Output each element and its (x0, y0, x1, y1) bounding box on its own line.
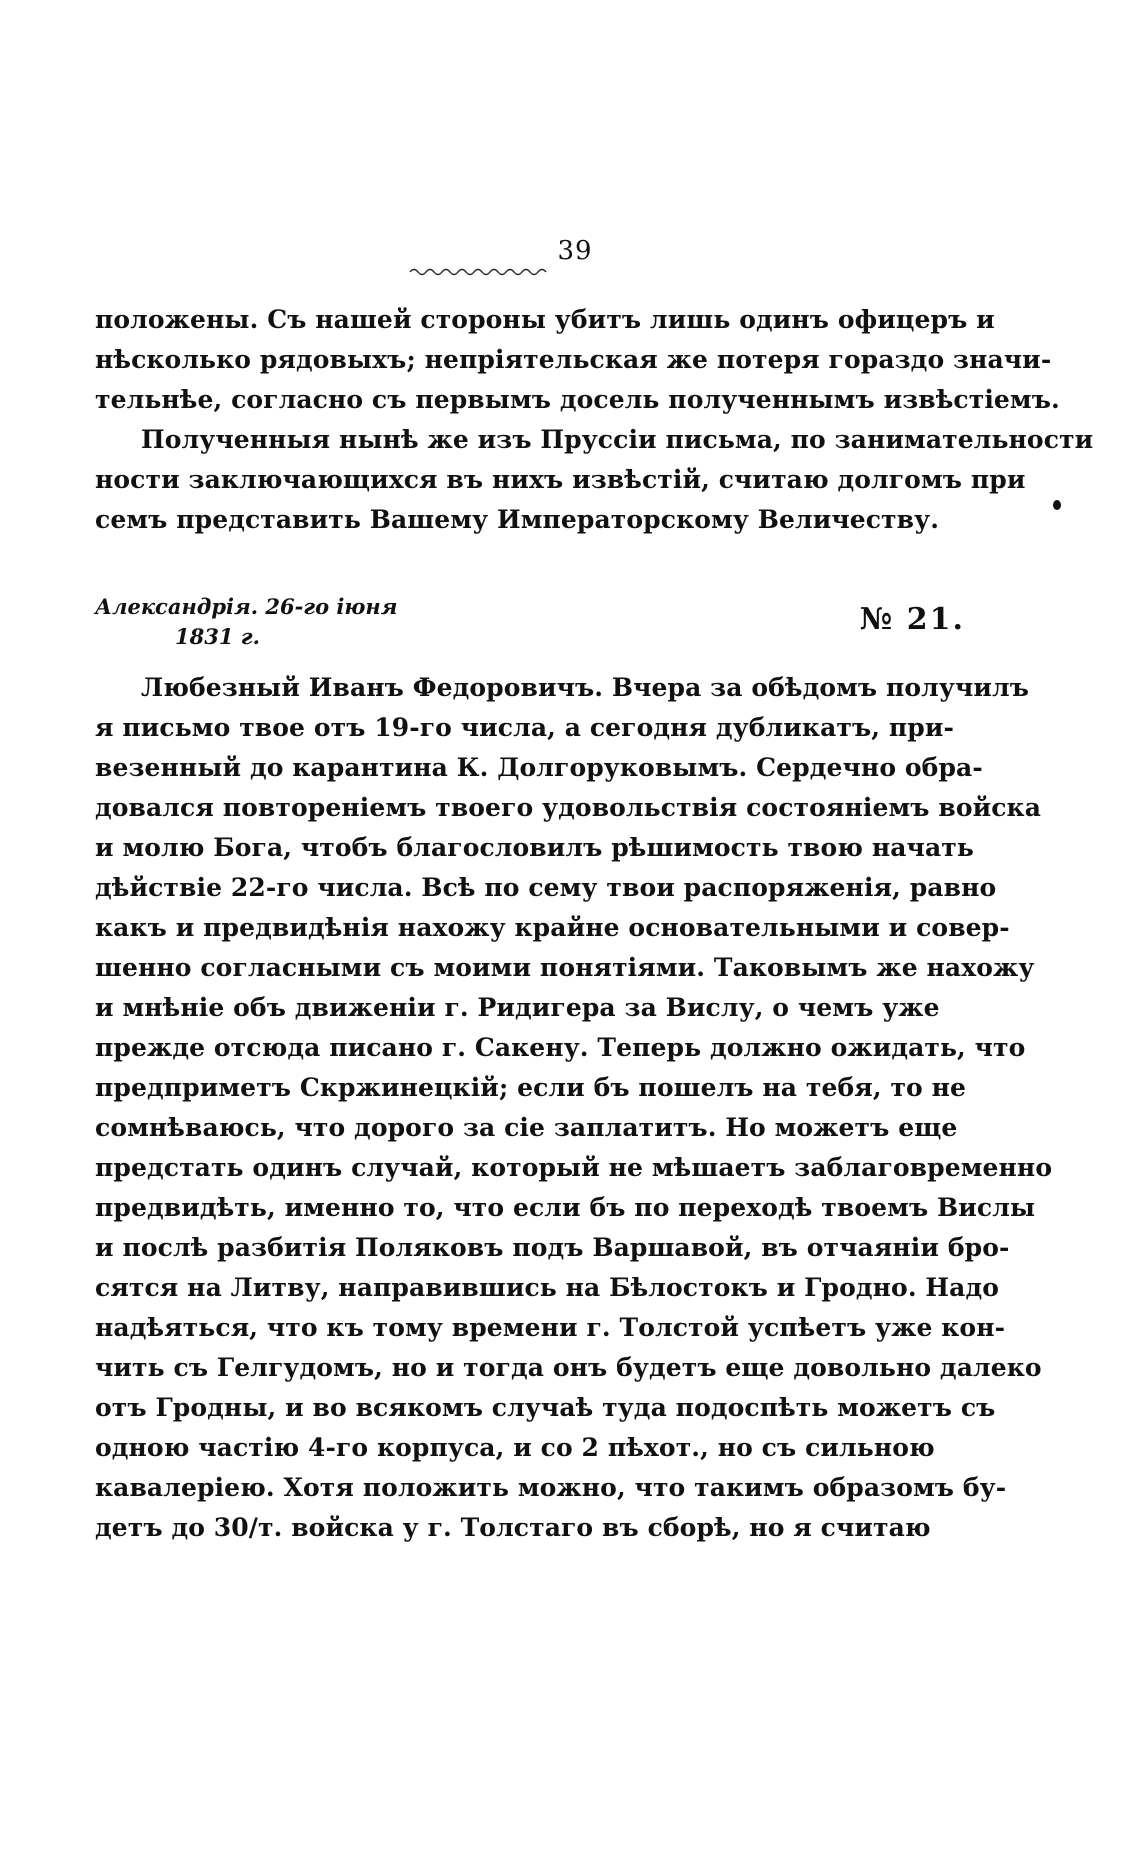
text-line: Любезный Иванъ Федоровичъ. Вчера за обѣдомъ получилъ (141, 673, 1030, 702)
text-line: нѣсколько рядовыхъ; непріятельская же потеря гораздо значи- (95, 345, 1052, 374)
text-line: семъ представить Вашему Императорскому Величеству. (95, 505, 940, 534)
text-line: я письмо твое отъ 19-го числа, а сегодня дубликатъ, при- (95, 713, 954, 742)
text-line: одною частію 4-го корпуса, и со 2 пѣхот., но съ сильною (95, 1433, 935, 1462)
text-line: ности заключающихся въ нихъ извѣстій, считаю долгомъ при (95, 465, 1026, 494)
text-line: предприметъ Скржинецкій; если бъ пошелъ на тебя, то не (95, 1073, 967, 1102)
margin-dot (1053, 500, 1061, 510)
text-line: и послѣ разбитія Поляковъ подъ Варшавой, въ отчаяніи бро- (95, 1233, 1010, 1262)
document-number: № 21. (859, 602, 965, 637)
text-line: кавалеріею. Хотя положить можно, что такимъ образомъ бу- (95, 1473, 1007, 1502)
text-line: положены. Съ нашей стороны убитъ лишь одинъ офицеръ и (95, 305, 995, 334)
text-line: довался повтореніемъ твоего удовольствія состояніемъ войска (95, 793, 1042, 822)
page-number (0, 236, 1140, 266)
text-line: шенно согласными съ моими понятіями. Таковымъ же нахожу (95, 953, 1035, 982)
text-line: прежде отсюда писано г. Сакену. Теперь должно ожидать, что (95, 1033, 1026, 1062)
text-line: сятся на Литву, направившись на Бѣлостокъ и Гродно. Надо (95, 1273, 999, 1302)
top-paragraph (95, 300, 1094, 540)
letter-body (95, 668, 1053, 1548)
text-line: сомнѣваюсь, что дорого за сіе заплатитъ. Но можетъ еще (95, 1113, 958, 1142)
text-line: дѣйствіе 22-го числа. Всѣ по сему твои распоряженія, равно (95, 873, 997, 902)
text-line: предвидѣть, именно то, что если бъ по переходѣ твоемъ Вислы (95, 1193, 1036, 1222)
ornamental-wave-rule (408, 266, 548, 276)
place-date-text: Александрія. 26-го іюня (95, 594, 398, 619)
text-line: Полученныя нынѣ же изъ Пруссіи письма, по занимательности (141, 425, 1094, 454)
text-line: детъ до 30/т. войска у г. Толстаго въ сборѣ, но я считаю (95, 1513, 931, 1542)
letter-place-date (95, 592, 397, 652)
text-line: везенный до карантина К. Долгоруковымъ. Сердечно обра- (95, 753, 983, 782)
text-line: тельнѣе, согласно съ первымъ досель полученнымъ извѣстіемъ. (95, 385, 1060, 414)
text-line: какъ и предвидѣнія нахожу крайне основательными и совер- (95, 913, 1010, 942)
text-line: предстать одинъ случай, который не мѣшаетъ заблаговременно (95, 1153, 1053, 1182)
page-number-text: 39 (557, 236, 593, 266)
text-line: чить съ Гелгудомъ, но и тогда онъ будетъ еще довольно далеко (95, 1353, 1042, 1382)
year-text: 1831 г. (175, 624, 260, 649)
text-line: отъ Гродны, и во всякомъ случаѣ туда подоспѣть можетъ съ (95, 1393, 996, 1422)
text-line: и мнѣніе объ движеніи г. Ридигера за Вислу, о чемъ уже (95, 993, 940, 1022)
text-line: надѣяться, что къ тому времени г. Толстой успѣетъ уже кон- (95, 1313, 1006, 1342)
text-line: и молю Бога, чтобъ благословилъ рѣшимость твою начать (95, 833, 974, 862)
